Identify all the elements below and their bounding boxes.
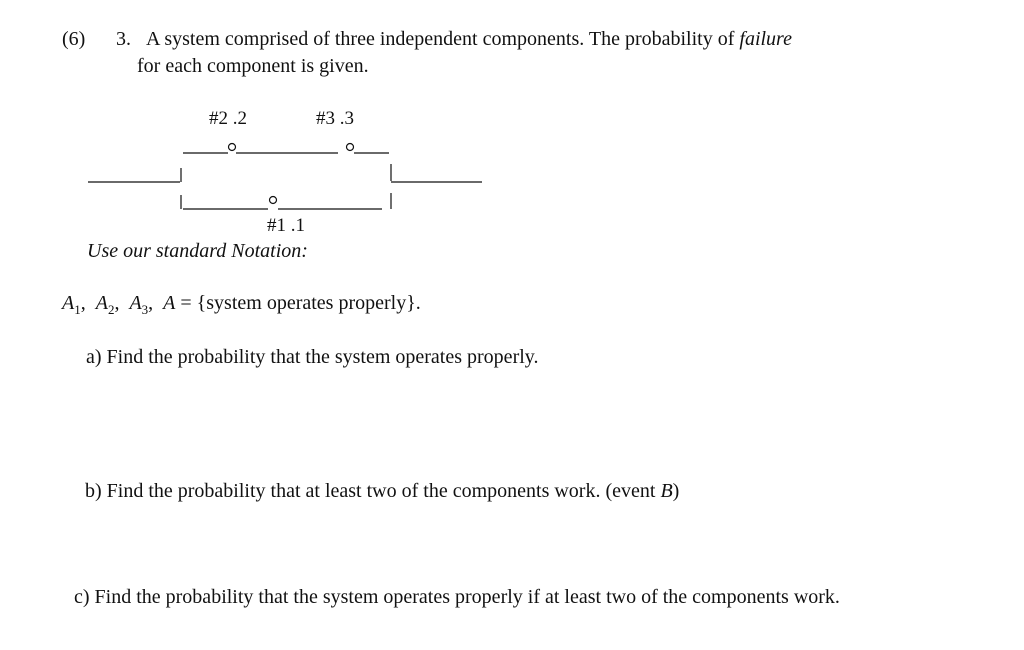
event-b: B [660, 480, 673, 502]
event-a3: $A_3$ [129, 292, 149, 317]
component-1-label: #1 .1 [267, 215, 305, 236]
event-a1: $A_1$ [62, 292, 81, 317]
problem-number: 3. [116, 28, 131, 50]
event-a2: $A_2$ [95, 292, 115, 317]
component-2-label: #2 .2 [209, 108, 247, 129]
problem-intro-emphasis: failure [739, 28, 792, 50]
component-3-label: #3 .3 [316, 108, 354, 129]
question-a: a) Find the probability that the system operates properly. [86, 346, 539, 368]
component-2-node [229, 144, 236, 151]
problem-intro-text: A system comprised of three independent components. The probability of [146, 28, 740, 50]
component-1-node [270, 197, 277, 204]
problem-intro-line2: for each component is given. [137, 55, 369, 77]
problem-points: (6) [62, 28, 86, 50]
component-3-node [347, 144, 354, 151]
equals-sign: = [175, 292, 197, 314]
question-b-text: b) Find the probability that at least two of the components work. (event [85, 480, 661, 502]
question-b-close: ) [672, 480, 680, 502]
notation-heading: Use our standard Notation: [87, 240, 308, 262]
question-c: c) Find the probability that the system operates properly if at least two of the components work. [74, 586, 840, 608]
notation-definition: $A_1$, $A_2$, $A_3$, A = {system operates properly}. [62, 292, 421, 317]
event-a-set: {system operates properly}. [196, 292, 421, 314]
event-a: A [163, 292, 176, 314]
question-b [85, 480, 679, 503]
